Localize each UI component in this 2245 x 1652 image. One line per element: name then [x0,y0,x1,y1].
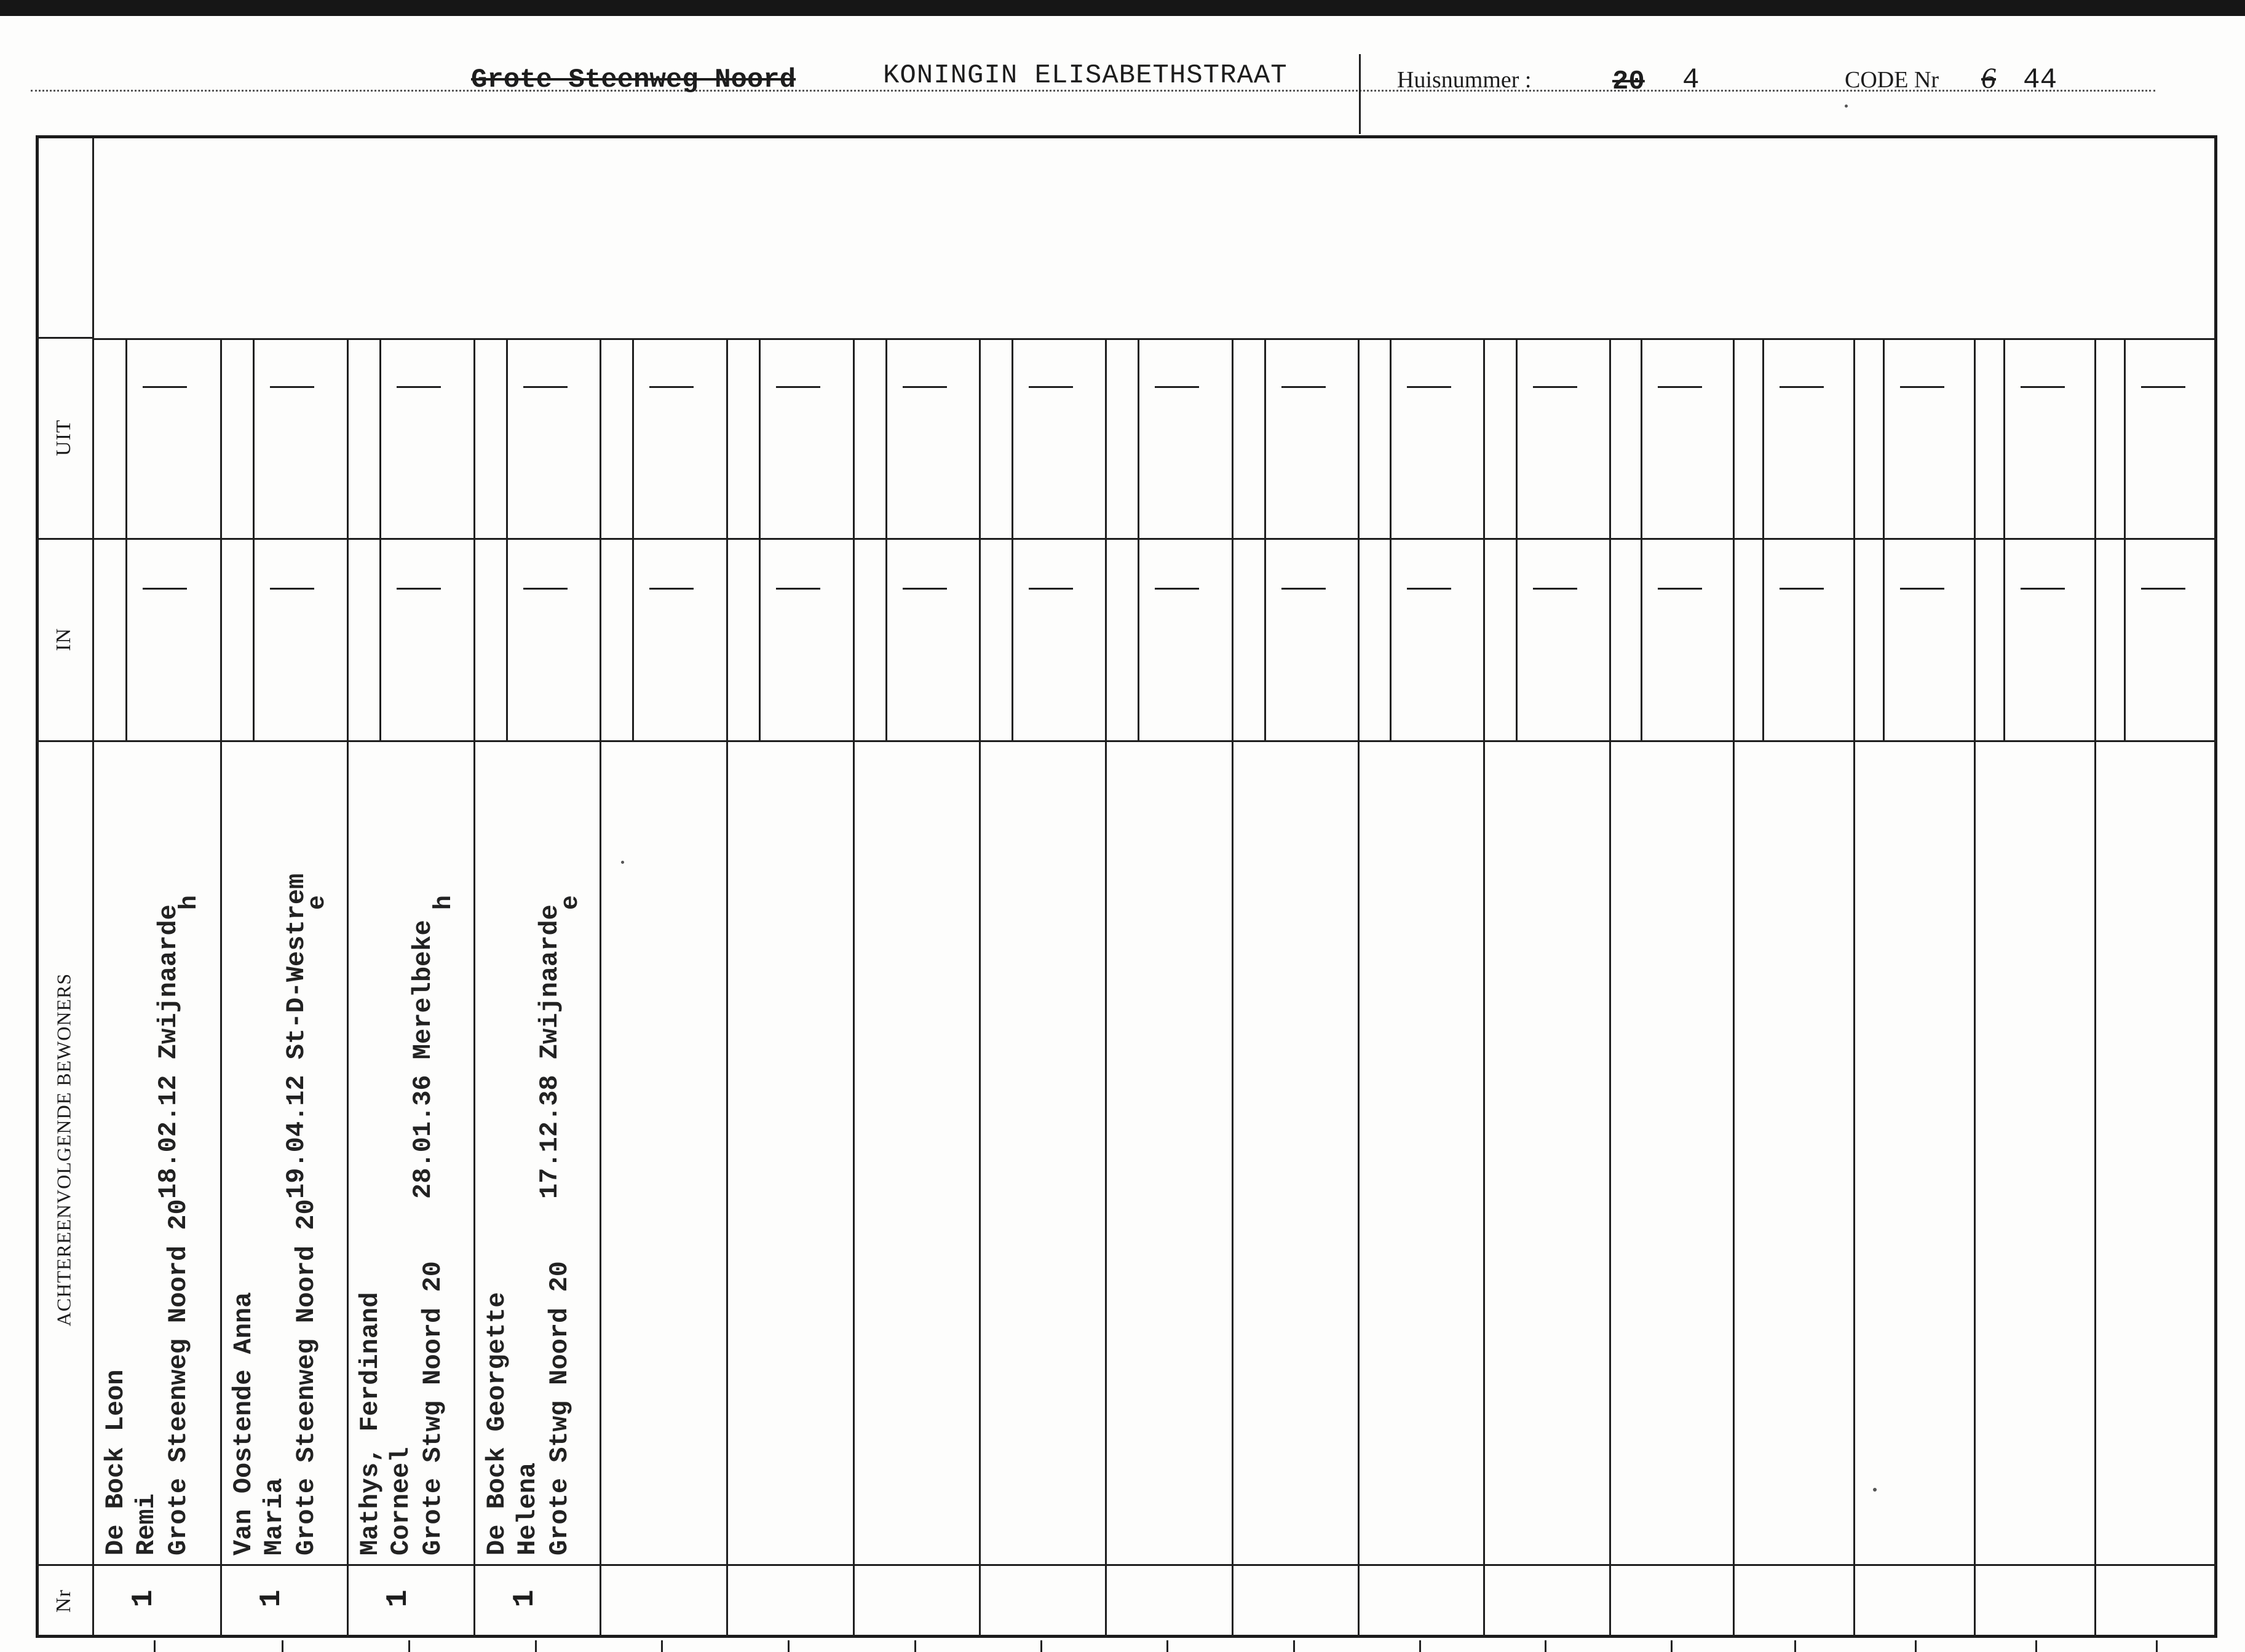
code-value: 44 [2023,64,2057,96]
resident-nr: 1 [509,1589,542,1608]
resident-nr: 1 [382,1589,415,1608]
uit-dash [1029,386,1073,388]
in-dash [523,588,568,590]
uit-dash [523,386,568,388]
row-divider-top [93,338,2215,340]
column-divider [1483,338,1485,1638]
sub-column-divider [2003,338,2005,740]
row-divider-bewoners-nr [36,1564,2217,1566]
resident-gender: e [304,895,331,910]
bottom-tick [1671,1640,1673,1652]
resident-address: Grote Steenweg Noord 20 [164,1199,193,1555]
in-dash [1900,588,1944,590]
in-dash [1658,588,1702,590]
in-dash [397,588,441,590]
huisnummer-label: Huisnummer : [1397,67,1532,93]
uit-dash [649,386,694,388]
in-dash [1407,588,1451,590]
top-border-bar [0,0,2245,16]
resident-birth: 19.04.12 St-D-Westrem [282,873,311,1199]
bottom-tick [1419,1640,1421,1652]
sub-column-divider [1883,338,1885,740]
column-divider [2094,338,2096,1638]
bottom-tick [282,1640,283,1652]
in-dash [1281,588,1326,590]
huisnummer-value: 4 [1682,64,1700,96]
resident-gender: h [176,895,204,910]
column-divider [600,338,601,1638]
resident-birth: 17.12.38 Zwijnaarde [535,904,564,1199]
bottom-tick [535,1640,537,1652]
resident-name: Van Oostende Anna [229,1292,258,1555]
sub-column-divider [885,338,887,740]
resident-nr: 1 [255,1589,288,1608]
sub-column-divider [1012,338,1013,740]
resident-name: De Bock Georgette [482,1292,512,1555]
resident-birth: 28.01.36 Merelbeke [408,920,438,1199]
uit-dash [397,386,441,388]
huisnummer-struck: 20 [1612,66,1645,97]
resident-birth: 18.02.12 Zwijnaarde [154,904,183,1199]
row-divider-in-bewoners [36,740,2217,742]
bottom-tick [2156,1640,2158,1652]
bottom-tick [1545,1640,1546,1652]
column-divider [1733,338,1735,1638]
in-dash [776,588,820,590]
label-column-divider [92,138,94,1635]
bottom-tick [154,1640,156,1652]
column-divider [1232,338,1233,1638]
sub-column-divider [1264,338,1266,740]
uit-dash [1533,386,1577,388]
bottom-tick [788,1640,790,1652]
column-divider [1609,338,1611,1638]
resident-address: Grote Stwg Noord 20 [545,1261,574,1555]
code-label: CODE Nr [1845,67,1939,93]
resident-given: Remi [132,1493,161,1555]
uit-dash [1407,386,1451,388]
resident-nr: 1 [127,1589,160,1608]
bottom-tick [1040,1640,1042,1652]
uit-dash [2021,386,2065,388]
bottom-tick [1166,1640,1168,1652]
sub-column-divider [1138,338,1139,740]
uit-dash [1155,386,1199,388]
sub-column-divider [1641,338,1642,740]
bottom-tick [914,1640,916,1652]
uit-dash [270,386,314,388]
column-divider [853,338,855,1638]
row-divider-label-top [36,337,94,339]
resident-address: Grote Steenweg Noord 20 [291,1199,321,1555]
row-label-in: IN [52,628,75,651]
sub-column-divider [253,338,255,740]
column-divider [220,338,222,1638]
uit-dash [1900,386,1944,388]
sub-column-divider [506,338,508,740]
resident-name: De Bock Leon [101,1369,130,1555]
uit-dash [1281,386,1326,388]
in-dash [1780,588,1824,590]
sub-column-divider [125,338,127,740]
resident-given: Maria [259,1477,289,1555]
sub-column-divider [2124,338,2126,740]
uit-dash [143,386,187,388]
scan-speck [621,861,624,864]
bottom-tick [1293,1640,1295,1652]
in-dash [2141,588,2185,590]
scan-speck [1845,105,1848,108]
bottom-tick [661,1640,663,1652]
column-divider [473,338,475,1638]
column-divider [979,338,981,1638]
scan-speck [1873,1488,1877,1492]
street-name: KONINGIN ELISABETHSTRAAT [883,60,1288,91]
sub-column-divider [632,338,634,740]
uit-dash [2141,386,2185,388]
bottom-tick [1915,1640,1917,1652]
bottom-tick [1794,1640,1796,1652]
uit-dash [1780,386,1824,388]
row-label-uit: UIT [52,419,75,456]
in-dash [2021,588,2065,590]
header-separator [1359,54,1361,134]
uit-dash [1658,386,1702,388]
resident-given: Helena [513,1462,542,1555]
resident-name: Mathys, Ferdinand [355,1292,385,1555]
column-divider [1358,338,1360,1638]
resident-gender: h [430,895,458,910]
sub-column-divider [379,338,381,740]
street-struck: Grote Steenweg Noord [471,65,796,95]
sub-column-divider [759,338,761,740]
in-dash [1155,588,1199,590]
in-dash [903,588,947,590]
sub-column-divider [1516,338,1518,740]
in-dash [1533,588,1577,590]
row-divider-uit-in [36,538,2217,540]
code-struck: 6 [1981,62,1996,95]
sub-column-divider [1390,338,1392,740]
in-dash [649,588,694,590]
uit-dash [903,386,947,388]
uit-dash [776,386,820,388]
sub-column-divider [1762,338,1764,740]
column-divider [726,338,728,1638]
bottom-tick [2035,1640,2037,1652]
column-divider [347,338,349,1638]
resident-address: Grote Stwg Noord 20 [418,1261,448,1555]
column-divider [1974,338,1976,1638]
resident-gender: e [557,895,585,910]
bottom-tick [408,1640,410,1652]
column-divider [1105,338,1107,1638]
row-label-bewoners: ACHTEREENVOLGENDE BEWONERS [52,973,75,1327]
in-dash [270,588,314,590]
row-label-nr: Nr [52,1589,75,1613]
in-dash [143,588,187,590]
resident-given: Corneel [386,1447,416,1555]
column-divider [1853,338,1855,1638]
in-dash [1029,588,1073,590]
